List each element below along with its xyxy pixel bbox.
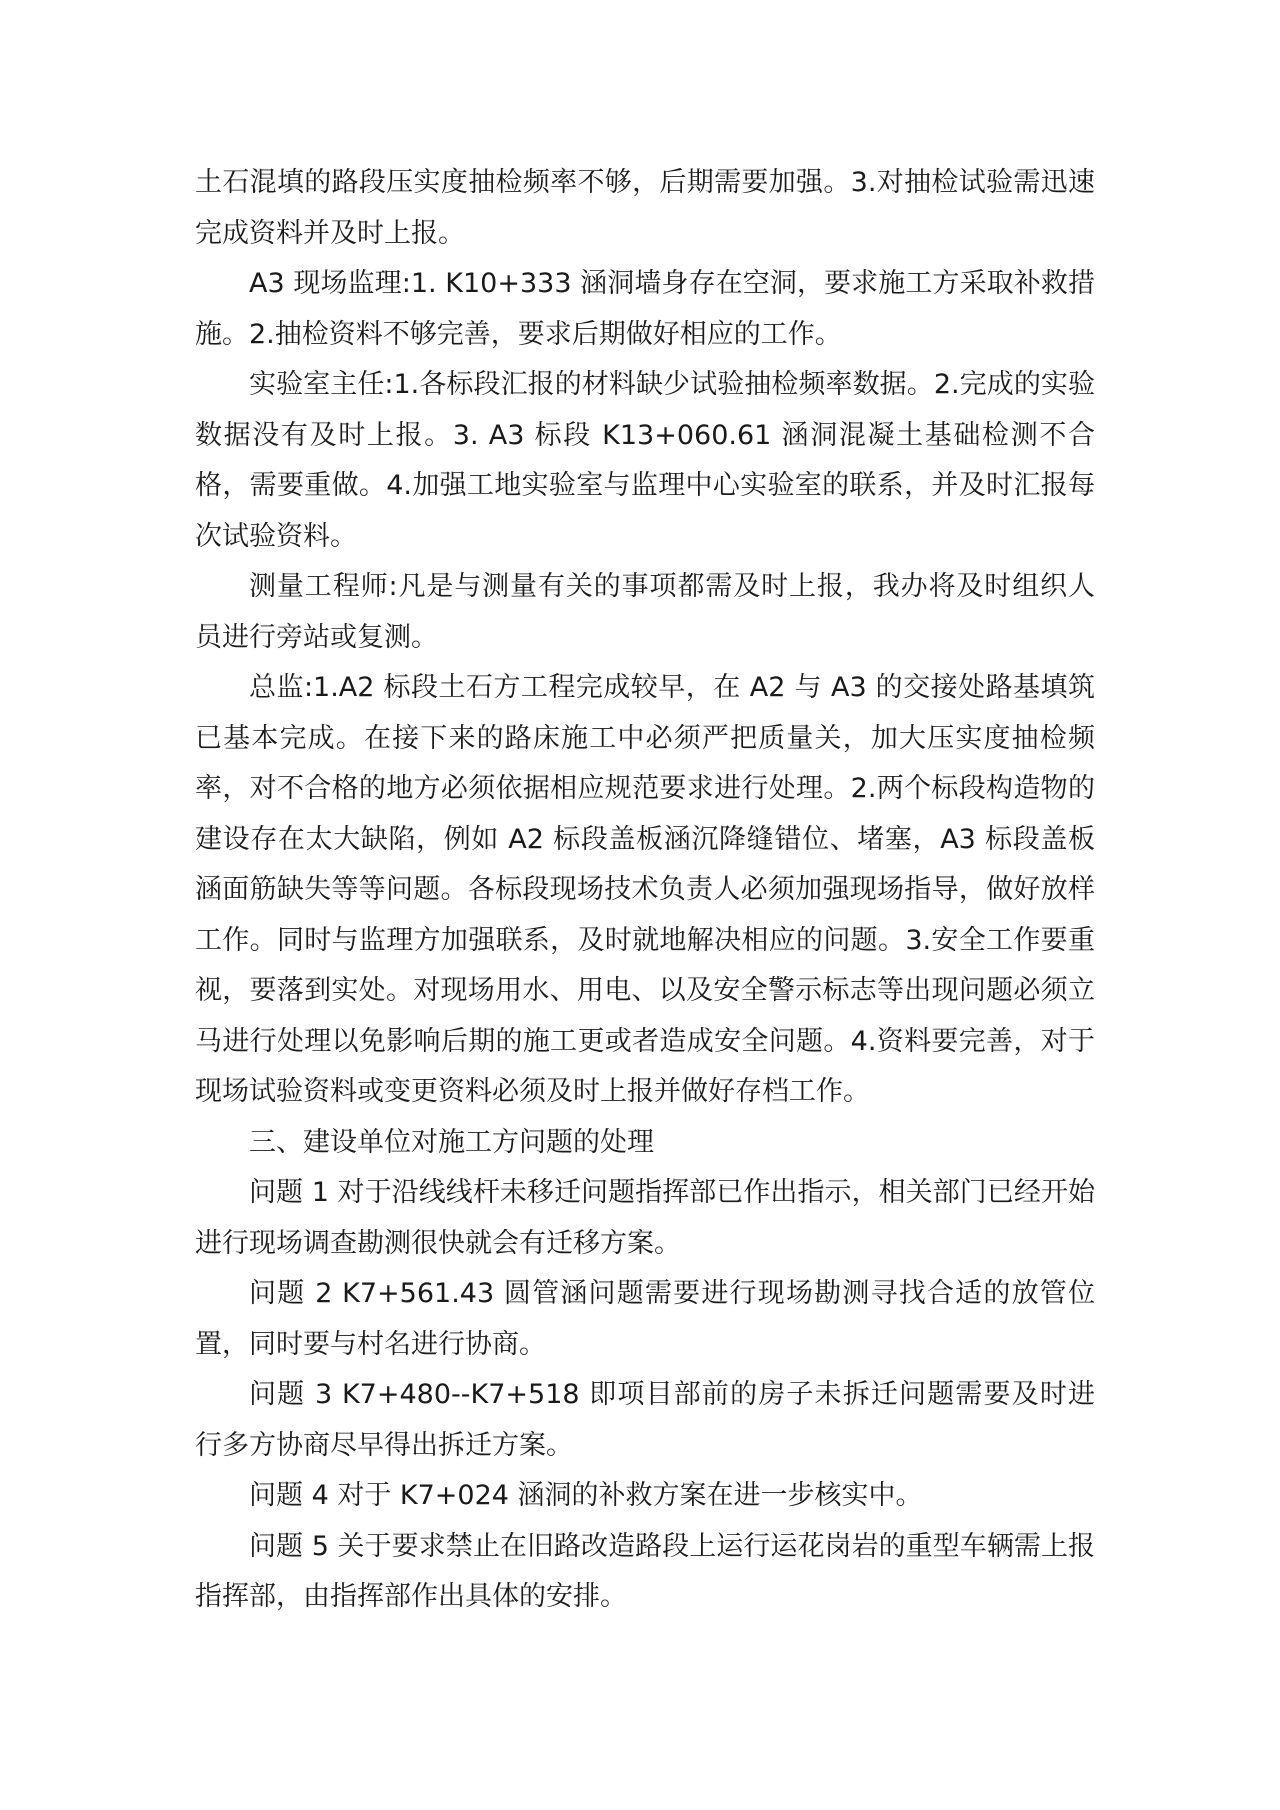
paragraph-survey-engineer: 测量工程师:凡是与测量有关的事项都需及时上报，我办将及时组织人员进行旁站或复测。	[195, 571, 1095, 653]
paragraph-issue-3: 问题 3 K7+480--K7+518 即项目部前的房子未拆迁问题需要及时进行多方协商尽早得出拆迁方案。	[195, 1379, 1095, 1461]
paragraph-chief-supervisor: 总监:1.A2 标段土石方工程完成较早，在 A2 与 A3 的交接处路基填筑已基本完成。在接下来的路床施工中必须严把质量关，加大压实度抽检频率，对不合格的地方必须依据相应规范要求进行处理。2.两个标段构造物的建设存在太大缺陷，例如 A2 标段盖板涵沉降缝错位、堵塞，A3 标段盖板涵面筋缺失等等问题。各标段现场技术负责人必须加强现场指导，做好放样工作。同时与监理方加强联系，及时就地解决相应的问题。3.安全工作要重视，要落到实处。对现场用水、用电、以及安全警示标志等出现问题必须立马进行处理以免影响后期的施工更或者造成安全问题。4.资料要完善，对于现场试验资料或变更资料必须及时上报并做好存档工作。	[195, 672, 1095, 1107]
paragraph-issue-5: 问题 5 关于要求禁止在旧路改造路段上运行运花岗岩的重型车辆需上报指挥部，由指挥部作出具体的安排。	[195, 1530, 1095, 1612]
paragraph-lab-director: 实验室主任:1.各标段汇报的材料缺少试验抽检频率数据。2.完成的实验数据没有及时上报。3. A3 标段 K13+060.61 涵洞混凝土基础检测不合格，需要重做。4.加强工地实验室与监理中心实验室的联系，并及时汇报每次试验资料。	[195, 369, 1095, 552]
paragraph-issue-1: 问题 1 对于沿线线杆未移迁问题指挥部已作出指示，相关部门已经开始进行现场调查勘测很快就会有迁移方案。	[195, 1177, 1095, 1259]
paragraph-issue-4: 问题 4 对于 K7+024 涵洞的补救方案在进一步核实中。	[249, 1480, 923, 1511]
paragraph-continuation: 土石混填的路段压实度抽检频率不够，后期需要加强。3.对抽检试验需迅速完成资料并及时上报。	[195, 167, 1095, 249]
paragraph-issue-2: 问题 2 K7+561.43 圆管涵问题需要进行现场勘测寻找合适的放管位置，同时要与村名进行协商。	[195, 1278, 1095, 1360]
section-heading: 三、建设单位对施工方问题的处理	[249, 1126, 654, 1158]
paragraph-a3-supervisor: A3 现场监理:1. K10+333 涵洞墙身存在空洞，要求施工方采取补救措施。2.抽检资料不够完善，要求后期做好相应的工作。	[195, 268, 1095, 350]
document-body	[195, 158, 1095, 1623]
